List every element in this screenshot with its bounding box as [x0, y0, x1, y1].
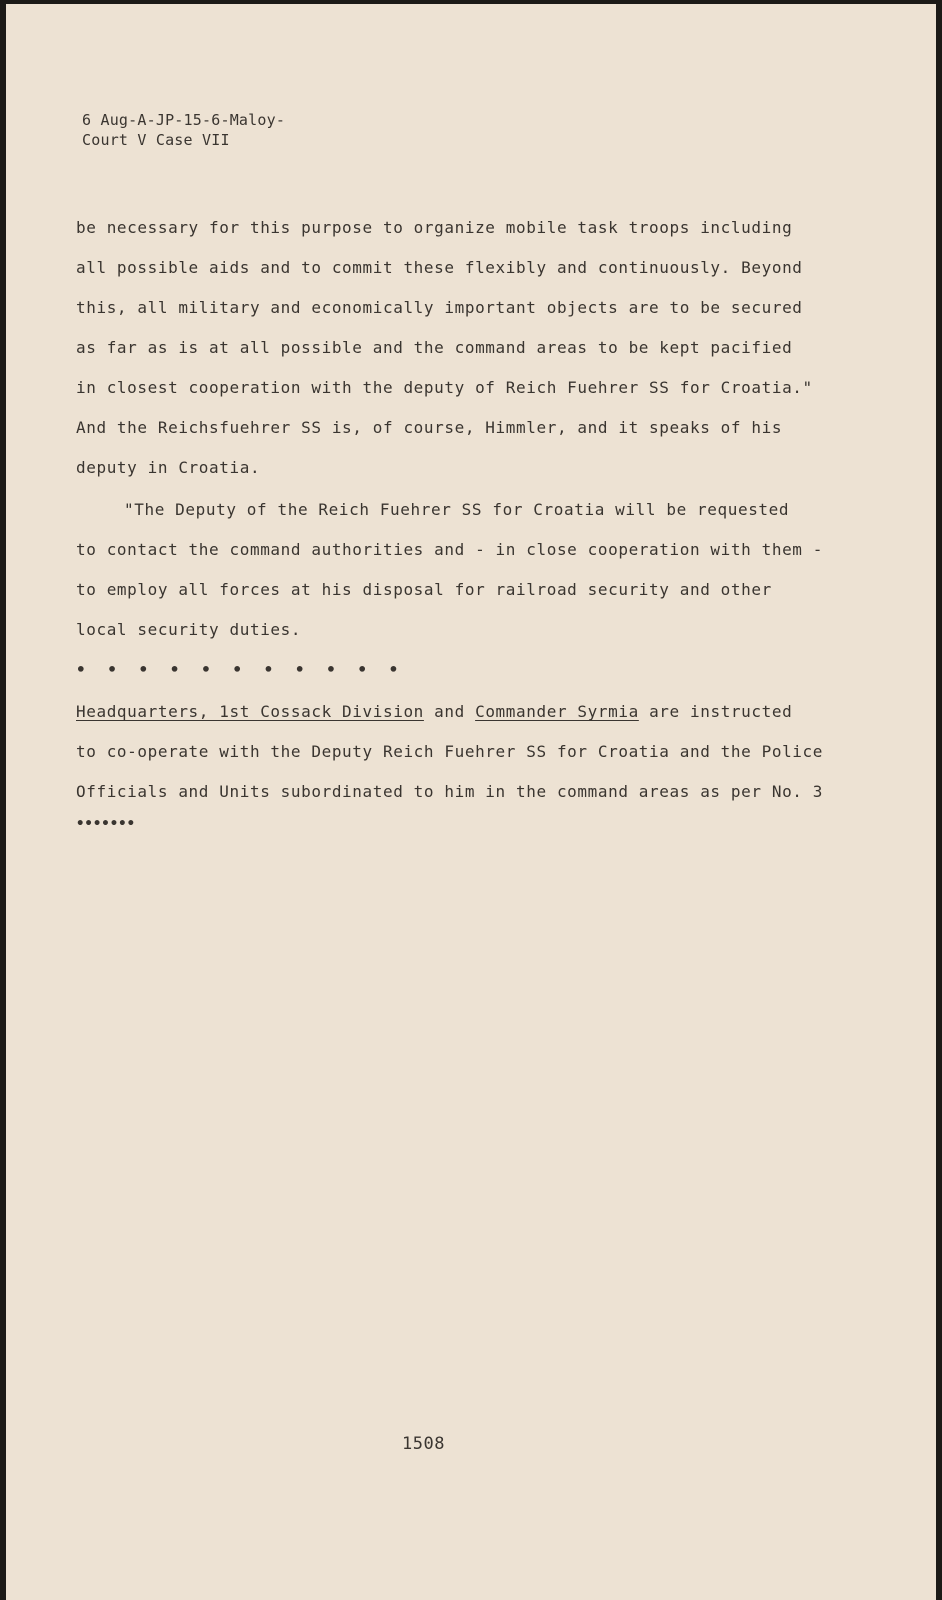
- body-line: deputy in Croatia.: [76, 458, 261, 477]
- line-rest: are instructed: [649, 702, 793, 721]
- hq-division-underlined: Headquarters, 1st Cossack Division: [76, 702, 424, 721]
- document-header: [82, 110, 285, 150]
- body-line: [76, 702, 792, 721]
- body-line: this, all military and economically important objects are to be secured: [76, 298, 803, 317]
- commander-syrmia-underlined: Commander Syrmia: [475, 702, 639, 721]
- header-line-2: Court V Case VII: [82, 131, 230, 149]
- body-line: to employ all forces at his disposal for railroad security and other: [76, 580, 772, 599]
- document-page: [6, 4, 936, 1600]
- body-line: all possible aids and to commit these flexibly and continuously. Beyond: [76, 258, 803, 277]
- ellipsis-divider: • • • • • • • • • • •: [76, 660, 405, 679]
- body-line: And the Reichsfuehrer SS is, of course, Himmler, and it speaks of his: [76, 418, 783, 437]
- body-line: in closest cooperation with the deputy of Reich Fuehrer SS for Croatia.": [76, 378, 813, 397]
- body-line: local security duties.: [76, 620, 302, 639]
- page-number: 1508: [402, 1434, 445, 1454]
- body-line: "The Deputy of the Reich Fuehrer SS for Croatia will be requested: [124, 500, 790, 519]
- body-line: to co-operate with the Deputy Reich Fuehrer SS for Croatia and the Police: [76, 742, 823, 761]
- body-line: be necessary for this purpose to organize mobile task troops including: [76, 218, 793, 237]
- body-line: Officials and Units subordinated to him in the command areas as per No. 3: [76, 782, 823, 801]
- body-line: to contact the command authorities and - in close cooperation with them -: [76, 540, 823, 559]
- ellipsis-divider: •••••••: [76, 816, 136, 832]
- body-line: as far as is at all possible and the command areas to be kept pacified: [76, 338, 793, 357]
- header-line-1: 6 Aug-A-JP-15-6-Maloy-: [82, 111, 286, 129]
- and-word: and: [434, 702, 465, 721]
